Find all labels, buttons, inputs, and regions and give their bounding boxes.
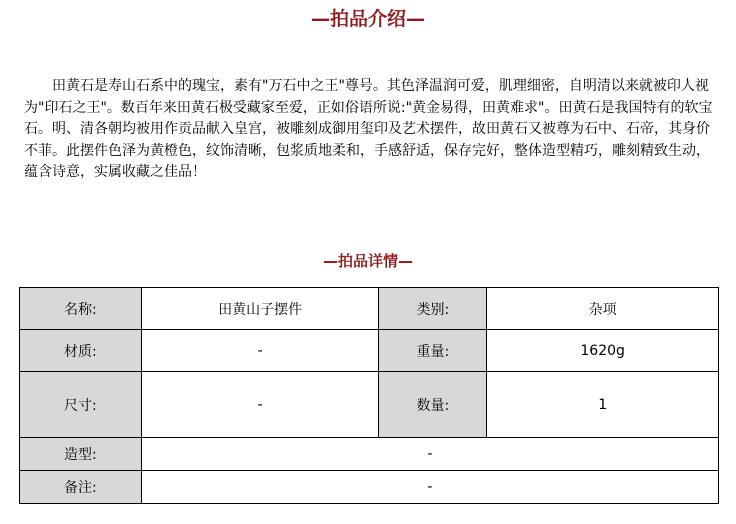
weight-label: 重量: [379,330,487,372]
note-value: - [141,471,718,504]
table-row [20,372,719,438]
name-value: 田黄山子摆件 [141,288,379,330]
intro-paragraph: 田黄石是寿山石系中的瑰宝，素有"万石中之王"尊号。其色泽温润可爱，肌理细密，自明清以来就被印人视为"印石之王"。数百年来田黄石极受藏家至爱，正如俗语所说:"黄金易得，田黄难求"。田黄石是我国特有的软宝石。明、清各朝均被用作贡品献入皇宫，被雕刻成御用玺印及艺术摆件，故田黄石又被尊为石中、石帝，其身价不菲。此摆件色泽为黄橙色，纹饰清晰，包浆质地柔和，手感舒适，保存完好，整体造型精巧，雕刻精致生动，蕴含诗意，实属收藏之佳品！ [24,78,713,180]
details-section-title: —拍品详情— [322,252,413,270]
table-row [20,471,719,504]
shape-label: 造型: [20,438,142,471]
name-label: 名称: [20,288,142,330]
quantity-value: 1 [487,372,719,438]
category-label: 类别: [379,288,487,330]
size-label: 尺寸: [20,372,142,438]
table-row [20,438,719,471]
note-label: 备注: [20,471,142,504]
shape-value: - [141,438,718,471]
material-value: - [141,330,379,372]
quantity-label: 数量: [379,372,487,438]
material-label: 材质: [20,330,142,372]
size-value: - [141,372,379,438]
category-value: 杂项 [487,288,719,330]
table-row [20,288,719,330]
intro-section-title: —拍品介绍— [310,8,425,30]
weight-value: 1620g [487,330,719,372]
details-table [19,287,719,504]
table-row [20,330,719,372]
